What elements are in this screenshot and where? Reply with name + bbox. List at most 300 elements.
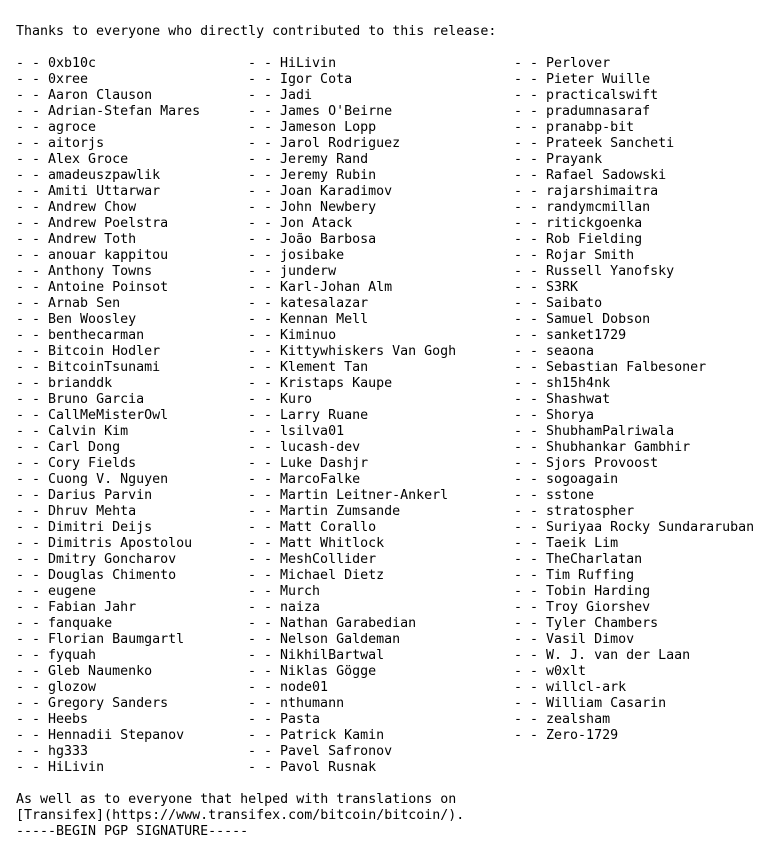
- contributor-name: Shubhankar Gambhir: [546, 440, 691, 455]
- contributor-name: Dhruv Mehta: [48, 504, 137, 519]
- contributor-list-item: [514, 712, 754, 728]
- list-bullet: - -: [514, 632, 547, 647]
- contributor-name: aitorjs: [48, 136, 105, 151]
- list-bullet: - -: [16, 408, 49, 423]
- contributor-name: katesalazar: [280, 296, 369, 311]
- contributor-name: Prateek Sancheti: [546, 136, 675, 151]
- contributor-name: sstone: [546, 488, 595, 503]
- contributor-name: Antoine Poinsot: [48, 280, 169, 295]
- contributor-list-item: [248, 184, 456, 200]
- list-bullet: - -: [248, 536, 281, 551]
- contributor-name: stratospher: [546, 504, 635, 519]
- contributor-list-item: [514, 232, 754, 248]
- contributor-list-item: [514, 488, 754, 504]
- list-bullet: - -: [248, 232, 281, 247]
- contributor-name: Pavol Rusnak: [280, 760, 377, 775]
- contributor-list-item: [16, 216, 200, 232]
- contributor-name: naiza: [280, 600, 321, 615]
- list-bullet: - -: [16, 264, 49, 279]
- contributors-column-3: [514, 56, 754, 744]
- list-bullet: - -: [16, 280, 49, 295]
- list-bullet: - -: [514, 376, 547, 391]
- contributor-name: nthumann: [280, 696, 345, 711]
- contributor-list-item: [514, 440, 754, 456]
- contributor-name: Hennadii Stepanov: [48, 728, 185, 743]
- contributor-name: Zero-1729: [546, 728, 619, 743]
- list-bullet: - -: [514, 456, 547, 471]
- contributor-list-item: [16, 424, 200, 440]
- contributor-name: Michael Dietz: [280, 568, 385, 583]
- list-bullet: - -: [16, 136, 49, 151]
- contributor-name: Pavel Safronov: [280, 744, 393, 759]
- list-bullet: - -: [514, 200, 547, 215]
- contributor-list-item: [248, 472, 456, 488]
- list-bullet: - -: [248, 760, 281, 775]
- list-bullet: - -: [16, 552, 49, 567]
- contributor-list-item: [248, 696, 456, 712]
- contributor-list-item: [248, 520, 456, 536]
- contributor-name: Vasil Dimov: [546, 632, 635, 647]
- list-bullet: - -: [16, 600, 49, 615]
- contributor-list-item: [16, 72, 200, 88]
- list-bullet: - -: [16, 536, 49, 551]
- contributor-list-item: [248, 168, 456, 184]
- list-bullet: - -: [514, 472, 547, 487]
- list-bullet: - -: [514, 568, 547, 583]
- contributor-list-item: [514, 56, 754, 72]
- contributor-name: Nelson Galdeman: [280, 632, 401, 647]
- contributor-name: Rob Fielding: [546, 232, 643, 247]
- contributor-name: Jeremy Rubin: [280, 168, 377, 183]
- contributor-name: Tobin Harding: [546, 584, 651, 599]
- list-bullet: - -: [16, 440, 49, 455]
- list-bullet: - -: [16, 664, 49, 679]
- contributor-list-item: [514, 88, 754, 104]
- contributor-name: Taeik Lim: [546, 536, 619, 551]
- list-bullet: - -: [16, 472, 49, 487]
- list-bullet: - -: [248, 392, 281, 407]
- contributor-list-item: [16, 376, 200, 392]
- list-bullet: - -: [514, 88, 547, 103]
- list-bullet: - -: [248, 296, 281, 311]
- contributor-list-item: [16, 184, 200, 200]
- list-bullet: - -: [16, 392, 49, 407]
- list-bullet: - -: [514, 328, 547, 343]
- contributor-name: Darius Parvin: [48, 488, 153, 503]
- list-bullet: - -: [16, 312, 49, 327]
- contributor-name: William Casarin: [546, 696, 667, 711]
- list-bullet: - -: [16, 168, 49, 183]
- list-bullet: - -: [248, 104, 281, 119]
- contributor-list-item: [248, 712, 456, 728]
- contributor-name: Sjors Provoost: [546, 456, 659, 471]
- list-bullet: - -: [248, 72, 281, 87]
- contributor-name: Jeremy Rand: [280, 152, 369, 167]
- contributor-list-item: [514, 344, 754, 360]
- contributor-name: Dimitri Deijs: [48, 520, 153, 535]
- contributor-list-item: [514, 392, 754, 408]
- contributor-list-item: [248, 344, 456, 360]
- list-bullet: - -: [248, 376, 281, 391]
- contributor-list-item: [248, 312, 456, 328]
- contributor-list-item: [248, 392, 456, 408]
- contributor-name: Shashwat: [546, 392, 611, 407]
- contributor-list-item: [16, 152, 200, 168]
- list-bullet: - -: [248, 280, 281, 295]
- list-bullet: - -: [16, 152, 49, 167]
- list-bullet: - -: [16, 584, 49, 599]
- contributor-list-item: [248, 728, 456, 744]
- list-bullet: - -: [16, 344, 49, 359]
- list-bullet: - -: [16, 72, 49, 87]
- contributor-name: lucash-dev: [280, 440, 361, 455]
- contributor-list-item: [514, 312, 754, 328]
- contributor-list-item: [514, 616, 754, 632]
- contributor-list-item: [514, 200, 754, 216]
- contributor-list-item: [514, 552, 754, 568]
- contributor-name: Dimitris Apostolou: [48, 536, 193, 551]
- contributor-list-item: [248, 744, 456, 760]
- contributor-list-item: [514, 536, 754, 552]
- list-bullet: - -: [514, 424, 547, 439]
- list-bullet: - -: [16, 680, 49, 695]
- contributor-name: Murch: [280, 584, 321, 599]
- contributor-name: Arnab Sen: [48, 296, 121, 311]
- list-bullet: - -: [16, 296, 49, 311]
- list-bullet: - -: [16, 696, 49, 711]
- contributor-name: Prayank: [546, 152, 603, 167]
- list-bullet: - -: [514, 408, 547, 423]
- contributor-name: sogoagain: [546, 472, 619, 487]
- list-bullet: - -: [514, 648, 547, 663]
- contributor-name: willcl-ark: [546, 680, 627, 695]
- contributor-name: BitcoinTsunami: [48, 360, 161, 375]
- list-bullet: - -: [16, 360, 49, 375]
- list-bullet: - -: [514, 552, 547, 567]
- list-bullet: - -: [248, 312, 281, 327]
- list-bullet: - -: [514, 232, 547, 247]
- contributor-name: randymcmillan: [546, 200, 651, 215]
- list-bullet: - -: [514, 504, 547, 519]
- contributor-name: S3RK: [546, 280, 579, 295]
- list-bullet: - -: [248, 328, 281, 343]
- contributor-list-item: [514, 328, 754, 344]
- pgp-signature-header: -----BEGIN PGP SIGNATURE-----: [16, 824, 249, 839]
- contributor-list-item: [514, 296, 754, 312]
- contributor-list-item: [16, 56, 200, 72]
- contributor-name: Russell Yanofsky: [546, 264, 675, 279]
- contributor-list-item: [16, 760, 200, 776]
- contributor-list-item: [514, 632, 754, 648]
- contributor-name: Shorya: [546, 408, 595, 423]
- contributor-name: Anthony Towns: [48, 264, 153, 279]
- contributor-name: Kuro: [280, 392, 313, 407]
- list-bullet: - -: [514, 680, 547, 695]
- contributor-list-item: [248, 552, 456, 568]
- contributor-name: NikhilBartwal: [280, 648, 385, 663]
- contributor-name: lsilva01: [280, 424, 345, 439]
- contributor-list-item: [16, 120, 200, 136]
- contributor-list-item: [16, 440, 200, 456]
- contributor-name: MarcoFalke: [280, 472, 361, 487]
- contributor-list-item: [16, 664, 200, 680]
- contributor-list-item: [514, 600, 754, 616]
- contributor-list-item: [514, 216, 754, 232]
- contributor-name: CallMeMisterOwl: [48, 408, 169, 423]
- contributor-list-item: [16, 456, 200, 472]
- list-bullet: - -: [514, 600, 547, 615]
- list-bullet: - -: [514, 664, 547, 679]
- contributor-name: zealsham: [546, 712, 611, 727]
- contributor-list-item: [248, 120, 456, 136]
- contributor-name: Martin Zumsande: [280, 504, 401, 519]
- list-bullet: - -: [248, 344, 281, 359]
- list-bullet: - -: [514, 264, 547, 279]
- list-bullet: - -: [248, 216, 281, 231]
- contributor-name: Amiti Uttarwar: [48, 184, 161, 199]
- list-bullet: - -: [514, 280, 547, 295]
- contributor-list-item: [514, 696, 754, 712]
- list-bullet: - -: [248, 552, 281, 567]
- contributor-list-item: [248, 600, 456, 616]
- contributor-list-item: [16, 632, 200, 648]
- list-bullet: - -: [16, 232, 49, 247]
- list-bullet: - -: [248, 616, 281, 631]
- list-bullet: - -: [16, 760, 49, 775]
- contributor-name: João Barbosa: [280, 232, 377, 247]
- contributor-name: Perlover: [546, 56, 611, 71]
- list-bullet: - -: [16, 504, 49, 519]
- contributor-name: ritickgoenka: [546, 216, 643, 231]
- contributor-list-item: [248, 328, 456, 344]
- contributors-column-2: [248, 56, 456, 776]
- list-bullet: - -: [248, 440, 281, 455]
- contributor-name: Dmitry Goncharov: [48, 552, 177, 567]
- contributor-list-item: [514, 424, 754, 440]
- contributor-list-item: [16, 344, 200, 360]
- list-bullet: - -: [514, 216, 547, 231]
- contributor-list-item: [514, 264, 754, 280]
- list-bullet: - -: [248, 648, 281, 663]
- contributor-list-item: [16, 728, 200, 744]
- contributor-name: Samuel Dobson: [546, 312, 651, 327]
- contributor-list-item: [248, 152, 456, 168]
- contributor-list-item: [514, 184, 754, 200]
- list-bullet: - -: [16, 632, 49, 647]
- contributor-name: Pasta: [280, 712, 321, 727]
- footer-transifex-link-line: [Transifex](https://www.transifex.com/bitcoin/bitcoin/).: [16, 808, 465, 823]
- list-bullet: - -: [514, 584, 547, 599]
- list-bullet: - -: [248, 120, 281, 135]
- list-bullet: - -: [514, 184, 547, 199]
- contributor-name: Kittywhiskers Van Gogh: [280, 344, 457, 359]
- contributor-name: Adrian-Stefan Mares: [48, 104, 201, 119]
- contributor-name: 0xree: [48, 72, 89, 87]
- contributor-name: seaona: [546, 344, 595, 359]
- contributor-name: practicalswift: [546, 88, 659, 103]
- contributor-name: John Newbery: [280, 200, 377, 215]
- contributor-list-item: [16, 280, 200, 296]
- contributor-name: Kennan Mell: [280, 312, 369, 327]
- contributor-list-item: [248, 216, 456, 232]
- contributor-list-item: [248, 232, 456, 248]
- contributor-list-item: [16, 472, 200, 488]
- contributor-list-item: [248, 424, 456, 440]
- contributor-list-item: [248, 488, 456, 504]
- contributor-name: pranabp-bit: [546, 120, 635, 135]
- contributor-name: fyquah: [48, 648, 97, 663]
- list-bullet: - -: [248, 712, 281, 727]
- contributor-list-item: [16, 232, 200, 248]
- list-bullet: - -: [248, 56, 281, 71]
- list-bullet: - -: [514, 440, 547, 455]
- list-bullet: - -: [514, 536, 547, 551]
- contributor-list-item: [248, 296, 456, 312]
- contributor-name: Troy Giorshev: [546, 600, 651, 615]
- contributor-name: HiLivin: [48, 760, 105, 775]
- list-bullet: - -: [514, 520, 547, 535]
- list-bullet: - -: [514, 312, 547, 327]
- contributor-list-item: [16, 552, 200, 568]
- contributor-list-item: [248, 616, 456, 632]
- contributor-list-item: [16, 248, 200, 264]
- contributor-list-item: [248, 248, 456, 264]
- contributor-name: Tyler Chambers: [546, 616, 659, 631]
- contributor-name: Nathan Garabedian: [280, 616, 417, 631]
- contributor-name: Andrew Toth: [48, 232, 137, 247]
- contributor-name: hg333: [48, 744, 89, 759]
- list-bullet: - -: [16, 376, 49, 391]
- contributor-list-item: [248, 280, 456, 296]
- list-bullet: - -: [248, 728, 281, 743]
- list-bullet: - -: [16, 456, 49, 471]
- contributor-name: Bitcoin Hodler: [48, 344, 161, 359]
- contributors-column-1: [16, 56, 200, 776]
- contributor-list-item: [514, 72, 754, 88]
- list-bullet: - -: [514, 104, 547, 119]
- contributor-name: Rafael Sadowski: [546, 168, 667, 183]
- contributor-name: Alex Groce: [48, 152, 129, 167]
- contributor-list-item: [16, 392, 200, 408]
- contributor-name: Saibato: [546, 296, 603, 311]
- list-bullet: - -: [514, 712, 547, 727]
- list-bullet: - -: [514, 168, 547, 183]
- list-bullet: - -: [16, 616, 49, 631]
- contributor-list-item: [514, 280, 754, 296]
- contributor-name: TheCharlatan: [546, 552, 643, 567]
- contributor-name: Luke Dashjr: [280, 456, 369, 471]
- contributor-list-item: [248, 376, 456, 392]
- contributor-list-item: [16, 408, 200, 424]
- contributor-name: rajarshimaitra: [546, 184, 659, 199]
- list-bullet: - -: [16, 744, 49, 759]
- contributor-list-item: [16, 488, 200, 504]
- contributor-name: Sebastian Falbesoner: [546, 360, 707, 375]
- contributor-name: w0xlt: [546, 664, 587, 679]
- contributor-name: Larry Ruane: [280, 408, 369, 423]
- contributor-name: anouar kappitou: [48, 248, 169, 263]
- contributor-name: Igor Cota: [280, 72, 353, 87]
- list-bullet: - -: [248, 136, 281, 151]
- contributor-list-item: [16, 696, 200, 712]
- list-bullet: - -: [16, 248, 49, 263]
- contributor-list-item: [514, 248, 754, 264]
- contributor-list-item: [248, 104, 456, 120]
- contributor-name: Klement Tan: [280, 360, 369, 375]
- contributor-list-item: [16, 520, 200, 536]
- contributor-name: HiLivin: [280, 56, 337, 71]
- list-bullet: - -: [16, 520, 49, 535]
- list-bullet: - -: [248, 408, 281, 423]
- list-bullet: - -: [514, 344, 547, 359]
- contributor-name: Florian Baumgartl: [48, 632, 185, 647]
- list-bullet: - -: [514, 728, 547, 743]
- contributor-list-item: [16, 568, 200, 584]
- list-bullet: - -: [514, 56, 547, 71]
- list-bullet: - -: [16, 488, 49, 503]
- contributor-list-item: [16, 712, 200, 728]
- contributor-name: sanket1729: [546, 328, 627, 343]
- list-bullet: - -: [16, 568, 49, 583]
- contributor-list-item: [16, 584, 200, 600]
- list-bullet: - -: [248, 696, 281, 711]
- list-bullet: - -: [16, 328, 49, 343]
- list-bullet: - -: [16, 648, 49, 663]
- contributor-list-item: [514, 376, 754, 392]
- contributor-list-item: [248, 584, 456, 600]
- contributor-list-item: [514, 504, 754, 520]
- intro-text: Thanks to everyone who directly contributed to this release:: [16, 24, 497, 39]
- list-bullet: - -: [248, 168, 281, 183]
- contributor-list-item: [514, 360, 754, 376]
- list-bullet: - -: [16, 216, 49, 231]
- list-bullet: - -: [16, 728, 49, 743]
- contributor-list-item: [514, 408, 754, 424]
- contributor-name: Suriyaa Rocky Sundararuban: [546, 520, 755, 535]
- contributor-name: Jameson Lopp: [280, 120, 377, 135]
- contributor-name: Cory Fields: [48, 456, 137, 471]
- contributor-list-item: [514, 680, 754, 696]
- contributor-name: josibake: [280, 248, 345, 263]
- contributor-list-item: [248, 440, 456, 456]
- list-bullet: - -: [514, 488, 547, 503]
- contributor-name: Andrew Poelstra: [48, 216, 169, 231]
- contributor-list-item: [514, 456, 754, 472]
- contributor-list-item: [514, 648, 754, 664]
- contributor-name: Heebs: [48, 712, 89, 727]
- contributor-name: Patrick Kamin: [280, 728, 385, 743]
- list-bullet: - -: [248, 600, 281, 615]
- contributor-name: Jarol Rodriguez: [280, 136, 401, 151]
- contributor-name: Matt Corallo: [280, 520, 377, 535]
- contributor-name: Joan Karadimov: [280, 184, 393, 199]
- contributor-list-item: [16, 88, 200, 104]
- contributor-list-item: [16, 296, 200, 312]
- list-bullet: - -: [248, 184, 281, 199]
- contributor-list-item: [514, 152, 754, 168]
- contributor-name: Carl Dong: [48, 440, 121, 455]
- list-bullet: - -: [16, 712, 49, 727]
- contributor-list-item: [514, 568, 754, 584]
- contributor-name: Calvin Kim: [48, 424, 129, 439]
- contributor-list-item: [248, 264, 456, 280]
- list-bullet: - -: [248, 152, 281, 167]
- contributor-list-item: [514, 520, 754, 536]
- contributor-name: Fabian Jahr: [48, 600, 137, 615]
- contributor-name: Ben Woosley: [48, 312, 137, 327]
- contributor-list-item: [248, 648, 456, 664]
- list-bullet: - -: [16, 424, 49, 439]
